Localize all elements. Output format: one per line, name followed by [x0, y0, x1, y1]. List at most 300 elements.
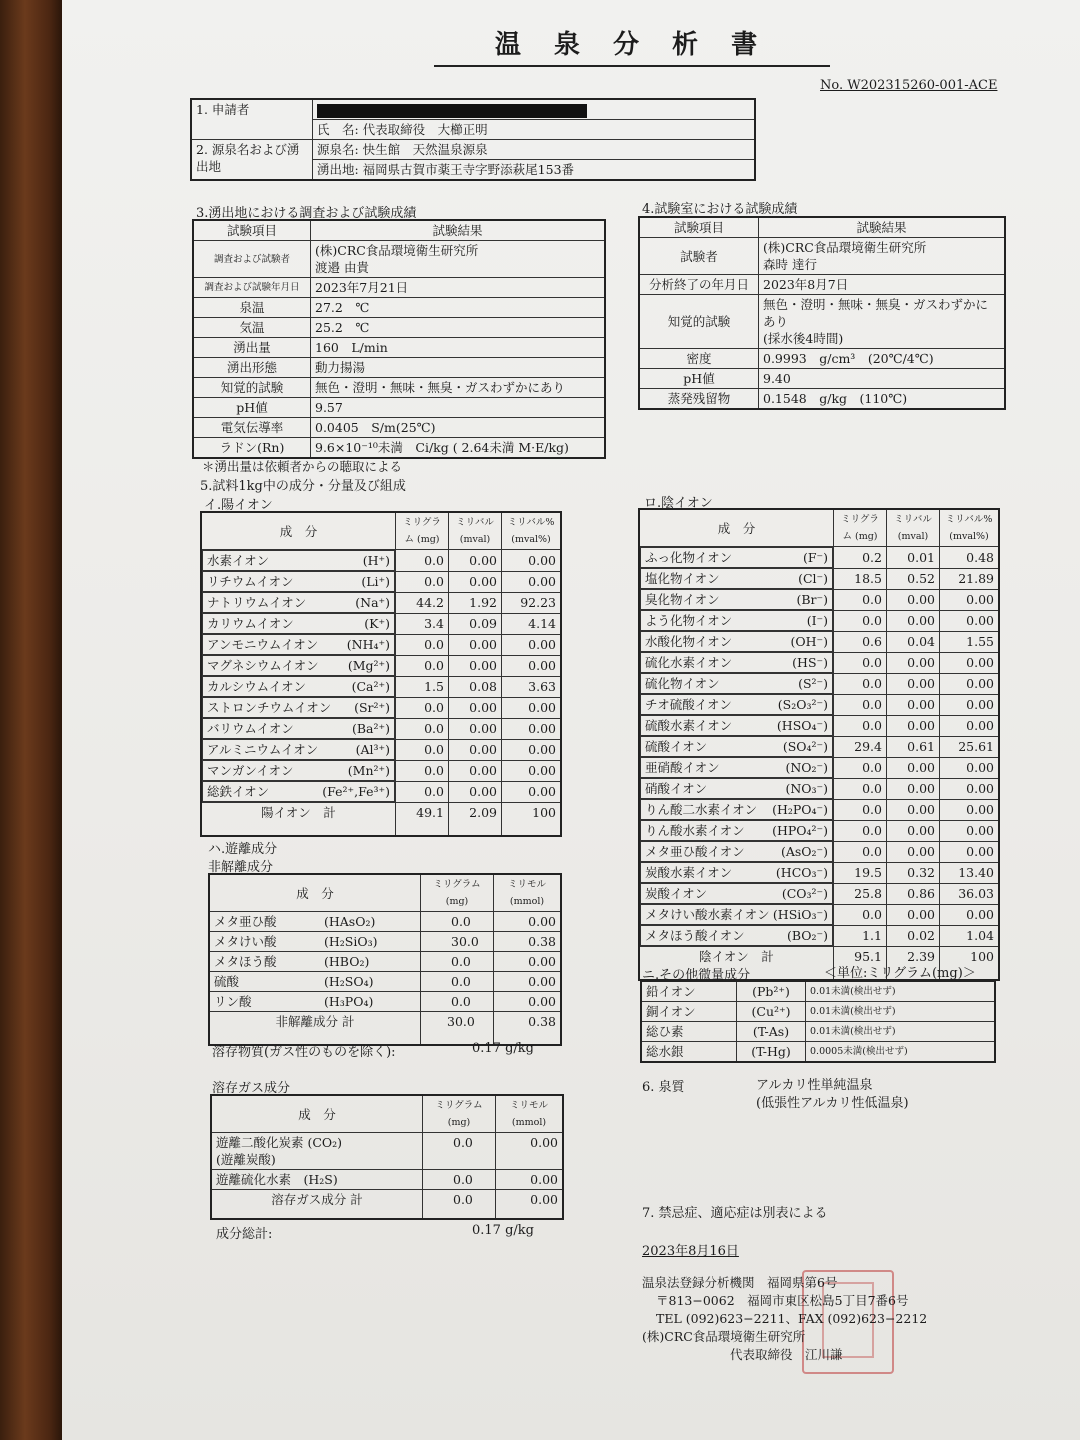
lab-test-item: 知覚的試験: [639, 295, 759, 349]
document-number: No. W202315260-001-ACE: [820, 78, 998, 93]
anion-mval: 0.00: [887, 589, 940, 610]
trace-name: 鉛イオン: [641, 981, 737, 1002]
cation-name: ナトリウムイオン: [207, 595, 307, 610]
section4-heading: 4.試験室における試験成績: [642, 202, 798, 217]
cation-name-cell: [202, 592, 395, 613]
free-row: [209, 972, 561, 992]
applicant-label: 1. 申請者: [191, 99, 313, 140]
free-components-table: [208, 873, 562, 1046]
cation-total-pct: 100: [502, 803, 562, 837]
gas-name: 遊離二酸化炭素 (CO₂) (遊離炭酸): [211, 1133, 423, 1170]
cation-row: [201, 739, 561, 760]
anion-mg: 0.0: [834, 841, 887, 862]
anion-pct: 36.03: [940, 883, 1000, 904]
anion-col-mg: ミリグラム (mg): [834, 509, 887, 547]
cation-mg: 1.5: [396, 676, 449, 697]
section3-heading: 3.湧出地における調査および試験成績: [196, 206, 417, 221]
anion-formula: (AsO₂⁻): [780, 844, 828, 859]
free-name: リン酸: [214, 994, 252, 1009]
wooden-frame: [0, 0, 62, 1440]
cation-row: [201, 655, 561, 676]
cation-name: カリウムイオン: [207, 616, 294, 631]
trace-row: [641, 1022, 995, 1042]
anion-name-cell: [640, 862, 833, 883]
cation-mval: 0.08: [449, 676, 502, 697]
redaction-bar: [317, 104, 587, 118]
trace-formula: (Cu²⁺): [737, 1002, 806, 1022]
free-mmol: 0.00: [494, 972, 562, 992]
cation-name-cell: [202, 718, 395, 739]
anion-heading: ロ.陰イオン: [644, 496, 713, 511]
applicant-table: [190, 98, 756, 181]
anion-row: [639, 715, 999, 736]
cation-name: 総鉄イオン: [207, 784, 270, 799]
lab-test-row: [639, 238, 1005, 275]
anion-name-cell: [640, 568, 833, 589]
free-name-cell: [209, 972, 421, 992]
cation-name: バリウムイオン: [207, 721, 294, 736]
cation-name-cell: [202, 697, 395, 718]
anion-mval: 0.00: [887, 715, 940, 736]
anion-pct: 0.00: [940, 904, 1000, 925]
gas-row: [211, 1133, 563, 1170]
anion-formula: (HPO₄²⁻): [772, 823, 828, 838]
anion-name-cell: [640, 820, 833, 841]
cation-mg: 0.0: [396, 634, 449, 655]
field-test-item: 調査および試験年月日: [193, 278, 311, 298]
anion-pct: 0.00: [940, 652, 1000, 673]
dissolved-value: 0.17 g/kg: [472, 1041, 534, 1056]
anion-formula: (I⁻): [806, 613, 828, 628]
anion-formula: (OH⁻): [790, 634, 828, 649]
lab-test-row: [639, 275, 1005, 295]
lab-test-item: 密度: [639, 349, 759, 369]
field-test-row: [193, 338, 605, 358]
anion-total-mg: 95.1: [834, 947, 887, 981]
cation-row: [201, 697, 561, 718]
trace-row: [641, 1042, 995, 1063]
cation-row: [201, 550, 561, 572]
field-test-result: 2023年7月21日: [311, 278, 606, 298]
anion-mg: 0.0: [834, 610, 887, 631]
anion-mg: 0.0: [834, 715, 887, 736]
cation-name: 水素イオン: [207, 553, 270, 568]
anion-pct: 0.00: [940, 589, 1000, 610]
anion-name: チオ硫酸イオン: [645, 697, 732, 712]
lab-col-item: 試験項目: [639, 217, 759, 238]
anion-mval: 0.00: [887, 904, 940, 925]
cation-mval: 0.00: [449, 571, 502, 592]
gas-heading: 溶存ガス成分: [212, 1081, 291, 1096]
anion-mval: 0.00: [887, 757, 940, 778]
anion-mval: 0.00: [887, 799, 940, 820]
anion-mg: 0.6: [834, 631, 887, 652]
trace-value: 0.01未満(検出せず): [806, 1022, 996, 1042]
anion-name: 硫酸水素イオン: [645, 718, 733, 733]
anion-formula: (HCO₃⁻): [775, 865, 828, 880]
free-mg: 0.0: [421, 912, 494, 932]
free-formula: (H₂SiO₃): [324, 934, 378, 949]
anion-name-cell: [640, 799, 833, 820]
section5-heading: 5.試料1kg中の成分・分量及び組成: [200, 479, 406, 494]
cation-mg: 0.0: [396, 781, 449, 803]
anion-name-cell: [640, 652, 833, 673]
field-test-item: 調査および試験者: [193, 241, 311, 278]
anion-pct: 0.00: [940, 694, 1000, 715]
anion-pct: 13.40: [940, 862, 1000, 883]
source-name: 源泉名: 快生館 天然温泉源泉: [313, 140, 756, 160]
gas-col-name: 成 分: [211, 1095, 423, 1133]
quality-subvalue: (低張性アルカリ性低温泉): [756, 1096, 909, 1111]
lab-test-result: 2023年8月7日: [759, 275, 1006, 295]
anion-mg: 0.0: [834, 673, 887, 694]
free-row: [209, 912, 561, 932]
anion-name: 亜硝酸イオン: [645, 760, 720, 775]
cation-name-cell: [202, 613, 395, 634]
trace-row: [641, 981, 995, 1002]
cation-mval: 0.00: [449, 655, 502, 676]
anion-formula: (H₂PO₄⁻): [772, 802, 828, 817]
anion-row: [639, 736, 999, 757]
trace-name: 総ひ素: [641, 1022, 737, 1042]
anion-pct: 25.61: [940, 736, 1000, 757]
source-location: 湧出地: 福岡県古賀市薬王寺字野添萩尾153番: [313, 160, 756, 181]
anion-name: 水酸化物イオン: [645, 634, 733, 649]
cation-formula: (NH₄⁺): [346, 637, 390, 652]
anion-pct: 1.04: [940, 925, 1000, 947]
anion-name-cell: [640, 883, 833, 904]
cation-row: [201, 760, 561, 781]
gas-components-table: [210, 1094, 564, 1220]
gas-total-mmol: 0.00: [496, 1190, 564, 1220]
cation-pct: 0.00: [502, 760, 562, 781]
gas-mmol: 0.00: [496, 1133, 564, 1170]
anion-mval: 0.00: [887, 673, 940, 694]
field-test-table: [192, 219, 606, 459]
anion-row: [639, 568, 999, 589]
lab-test-table: [638, 216, 1006, 410]
anion-pct: 0.00: [940, 673, 1000, 694]
free-mmol: 0.38: [494, 932, 562, 952]
anion-name: ふっ化物イオン: [645, 550, 733, 565]
source-label: 2. 源泉名および湧出地: [191, 140, 313, 181]
cation-formula: (Li⁺): [361, 574, 390, 589]
anion-row: [639, 610, 999, 631]
lab-test-result: 無色・澄明・無味・無臭・ガスわずかにあり (採水後4時間): [759, 295, 1006, 349]
field-test-item: 湧出量: [193, 338, 311, 358]
anion-pct: 21.89: [940, 568, 1000, 589]
anion-formula: (S²⁻): [798, 676, 828, 691]
cation-pct: 0.00: [502, 634, 562, 655]
anion-row: [639, 841, 999, 862]
cation-row: [201, 613, 561, 634]
anion-pct: 0.00: [940, 820, 1000, 841]
free-mmol: 0.00: [494, 912, 562, 932]
cation-mg: 0.0: [396, 655, 449, 676]
cation-mval: 0.09: [449, 613, 502, 634]
cation-mval: 1.92: [449, 592, 502, 613]
trace-table: [640, 980, 996, 1063]
anion-total-mval: 2.39: [887, 947, 940, 981]
cation-pct: 0.00: [502, 550, 562, 572]
anion-mval: 0.00: [887, 652, 940, 673]
anion-formula: (CO₃²⁻): [781, 886, 828, 901]
anion-mval: 0.52: [887, 568, 940, 589]
cation-mg: 0.0: [396, 760, 449, 781]
free-name-cell: [209, 912, 421, 932]
free-formula: (HAsO₂): [324, 914, 376, 929]
cation-formula: (Mg²⁺): [347, 658, 390, 673]
anion-col-name: 成 分: [639, 509, 834, 547]
lab-test-result: 0.9993 g/cm³ (20℃/4℃): [759, 349, 1006, 369]
anion-mval: 0.32: [887, 862, 940, 883]
anion-row: [639, 589, 999, 610]
gas-mmol: 0.00: [496, 1170, 564, 1190]
free-formula: (H₃PO₄): [324, 994, 374, 1009]
anion-pct: 0.00: [940, 610, 1000, 631]
field-test-result: 27.2 ℃: [311, 298, 606, 318]
anion-name-cell: [640, 841, 833, 862]
field-test-item: ラドン(Rn): [193, 438, 311, 459]
gas-total-mg: 0.0: [423, 1190, 496, 1220]
anion-mg: 29.4: [834, 736, 887, 757]
anion-name: 臭化物イオン: [645, 592, 720, 607]
anion-pct: 0.00: [940, 841, 1000, 862]
anion-row: [639, 820, 999, 841]
field-test-row: [193, 418, 605, 438]
free-name: メタ亜ひ酸: [214, 914, 277, 929]
free-mmol: 0.00: [494, 952, 562, 972]
free-mmol: 0.00: [494, 992, 562, 1012]
anion-mval: 0.04: [887, 631, 940, 652]
cation-total-mg: 49.1: [396, 803, 449, 837]
cation-row: [201, 676, 561, 697]
lab-test-result: (株)CRC食品環境衛生研究所 森時 達行: [759, 238, 1006, 275]
anion-name: 硫化物イオン: [645, 676, 720, 691]
anion-name: メタけい酸水素イオン: [645, 907, 770, 922]
cation-pct: 3.63: [502, 676, 562, 697]
issuer-line-1: 温泉法登録分析機関 福岡県第6号: [642, 1275, 838, 1290]
gas-col-mg: ミリグラム (mg): [423, 1095, 496, 1133]
field-test-result: (株)CRC食品環境衛生研究所 渡邉 由貴: [311, 241, 606, 278]
field-test-row: [193, 438, 605, 459]
note-7: 7. 禁忌症、適応症は別表による: [642, 1206, 828, 1221]
free-row: [209, 932, 561, 952]
cation-formula: (Mn²⁺): [347, 763, 390, 778]
field-test-item: 知覚的試験: [193, 378, 311, 398]
anion-name-cell: [640, 925, 833, 946]
cation-pct: 0.00: [502, 718, 562, 739]
cation-mval: 0.00: [449, 781, 502, 803]
cation-pct: 0.00: [502, 571, 562, 592]
cation-mg: 0.0: [396, 697, 449, 718]
cation-formula: (Al³⁺): [355, 742, 390, 757]
anion-mval: 0.00: [887, 841, 940, 862]
anion-formula: (NO₃⁻): [785, 781, 828, 796]
field-test-item: 気温: [193, 318, 311, 338]
cation-mg: 0.0: [396, 571, 449, 592]
field-test-row: [193, 298, 605, 318]
anion-mg: 19.5: [834, 862, 887, 883]
anion-name: 炭酸イオン: [645, 886, 708, 901]
cation-mg: 0.0: [396, 550, 449, 572]
cation-formula: (Ca²⁺): [351, 679, 390, 694]
cation-name-cell: [202, 571, 395, 592]
lab-test-item: 試験者: [639, 238, 759, 275]
trace-name: 総水銀: [641, 1042, 737, 1063]
field-test-result: 25.2 ℃: [311, 318, 606, 338]
anion-mg: 18.5: [834, 568, 887, 589]
cation-col-pct: ミリバル% (mval%): [502, 512, 562, 550]
field-test-row: [193, 378, 605, 398]
free-mg: 0.0: [421, 992, 494, 1012]
free-heading: ハ.遊離成分: [208, 842, 278, 857]
free-name-cell: [209, 932, 421, 952]
cation-mval: 0.00: [449, 739, 502, 760]
trace-name: 銅イオン: [641, 1002, 737, 1022]
anion-formula: (SO₄²⁻): [782, 739, 828, 754]
trace-value: 0.01未満(検出せず): [806, 981, 996, 1002]
anion-name: りん酸水素イオン: [645, 823, 745, 838]
anion-total-label: 陰イオン 計: [639, 947, 834, 981]
lab-test-row: [639, 295, 1005, 349]
anion-mval: 0.00: [887, 610, 940, 631]
anion-name-cell: [640, 904, 833, 925]
anion-mg: 1.1: [834, 925, 887, 947]
anion-formula: (HSiO₃⁻): [772, 907, 828, 922]
cation-mg: 0.0: [396, 739, 449, 760]
anion-mg: 0.0: [834, 694, 887, 715]
free-name: メタほう酸: [214, 954, 277, 969]
anion-row: [639, 694, 999, 715]
cation-formula: (Sr²⁺): [354, 700, 390, 715]
anion-pct: 0.00: [940, 799, 1000, 820]
anion-pct: 1.55: [940, 631, 1000, 652]
trace-formula: (T-As): [737, 1022, 806, 1042]
cation-pct: 0.00: [502, 739, 562, 760]
cation-mval: 0.00: [449, 760, 502, 781]
cation-formula: (Fe²⁺,Fe³⁺): [322, 784, 390, 799]
anion-name: 硫化水素イオン: [645, 655, 733, 670]
anion-formula: (HSO₄⁻): [776, 718, 828, 733]
anion-mval: 0.61: [887, 736, 940, 757]
anion-name-cell: [640, 736, 833, 757]
free-total-label: 非解離成分 計: [209, 1012, 421, 1046]
free-formula: (HBO₂): [324, 954, 370, 969]
anion-pct: 0.00: [940, 757, 1000, 778]
anion-total-pct: 100: [940, 947, 1000, 981]
applicant-name: 氏 名: 代表取締役 大櫛正明: [313, 120, 756, 140]
anion-name-cell: [640, 673, 833, 694]
anion-formula: (Cl⁻): [798, 571, 828, 586]
anion-mg: 0.0: [834, 589, 887, 610]
anion-name-cell: [640, 757, 833, 778]
anion-pct: 0.00: [940, 778, 1000, 799]
anion-name-cell: [640, 778, 833, 799]
cation-name: ストロンチウムイオン: [207, 700, 332, 715]
lab-col-result: 試験結果: [759, 217, 1006, 238]
anion-name-cell: [640, 631, 833, 652]
free-mg: 0.0: [421, 972, 494, 992]
cation-name: アルミニウムイオン: [207, 742, 319, 757]
free-name-cell: [209, 952, 421, 972]
cation-name-cell: [202, 676, 395, 697]
gas-mg: 0.0: [423, 1170, 496, 1190]
trace-unit: ＜単位:ミリグラム(mg)＞: [824, 966, 976, 981]
anion-name: メタ亜ひ酸イオン: [645, 844, 745, 859]
field-test-row: [193, 358, 605, 378]
cation-col-mg: ミリグラム (mg): [396, 512, 449, 550]
cation-name: マンガンイオン: [207, 763, 294, 778]
field-test-result: 0.0405 S/m(25℃): [311, 418, 606, 438]
cation-name-cell: [202, 760, 395, 781]
gas-name: 遊離硫化水素 (H₂S): [211, 1170, 423, 1190]
anion-formula: (F⁻): [802, 550, 828, 565]
cation-row: [201, 571, 561, 592]
anion-formula: (BO₂⁻): [786, 928, 828, 943]
anion-row: [639, 778, 999, 799]
trace-value: 0.01未満(検出せず): [806, 1002, 996, 1022]
anion-row: [639, 631, 999, 652]
cation-name-cell: [202, 655, 395, 676]
cation-name-cell: [202, 634, 395, 655]
cation-name-cell: [202, 550, 395, 571]
field-test-result: 9.57: [311, 398, 606, 418]
field-col-item: 試験項目: [193, 220, 311, 241]
anion-mg: 0.0: [834, 652, 887, 673]
issuer-line-5: 代表取締役 江川謙: [730, 1347, 843, 1362]
cation-pct: 4.14: [502, 613, 562, 634]
anion-row: [639, 799, 999, 820]
cation-heading: イ.陽イオン: [204, 498, 273, 513]
trace-formula: (Pb²⁺): [737, 981, 806, 1002]
anion-mg: 0.0: [834, 757, 887, 778]
anion-formula: (NO₂⁻): [785, 760, 828, 775]
anion-row: [639, 883, 999, 904]
gas-mg: 0.0: [423, 1133, 496, 1170]
cation-name: カルシウムイオン: [207, 679, 306, 694]
gas-total-label: 溶存ガス成分 計: [211, 1190, 423, 1220]
gas-col-mmol: ミリモル (mmol): [496, 1095, 564, 1133]
lab-test-item: 分析終了の年月日: [639, 275, 759, 295]
field-test-item: 湧出形態: [193, 358, 311, 378]
cation-name: リチウムイオン: [207, 574, 294, 589]
anion-mval: 0.02: [887, 925, 940, 947]
trace-value: 0.0005未満(検出せず): [806, 1042, 996, 1063]
free-name-cell: [209, 992, 421, 1012]
trace-row: [641, 1002, 995, 1022]
anion-mg: 0.0: [834, 820, 887, 841]
lab-test-item: 蒸発残留物: [639, 389, 759, 410]
anion-col-mval: ミリバル (mval): [887, 509, 940, 547]
lab-test-result: 0.1548 g/kg (110℃): [759, 389, 1006, 410]
document-title: 温 泉 分 析 書: [434, 24, 830, 67]
field-test-row: [193, 318, 605, 338]
issue-date: 2023年8月16日: [642, 1244, 739, 1259]
anion-name-cell: [640, 715, 833, 736]
cation-formula: (H⁺): [362, 553, 390, 568]
cation-mval: 0.00: [449, 697, 502, 718]
dissolved-label: 溶存物質(ガス性のものを除く):: [212, 1045, 396, 1060]
anion-mval: 0.86: [887, 883, 940, 904]
field-test-row: [193, 398, 605, 418]
cation-pct: 0.00: [502, 781, 562, 803]
cation-mval: 0.00: [449, 550, 502, 572]
anion-name: 硫酸イオン: [645, 739, 708, 754]
anion-mg: 0.0: [834, 904, 887, 925]
free-mg: 30.0: [421, 932, 494, 952]
field-test-item: pH値: [193, 398, 311, 418]
